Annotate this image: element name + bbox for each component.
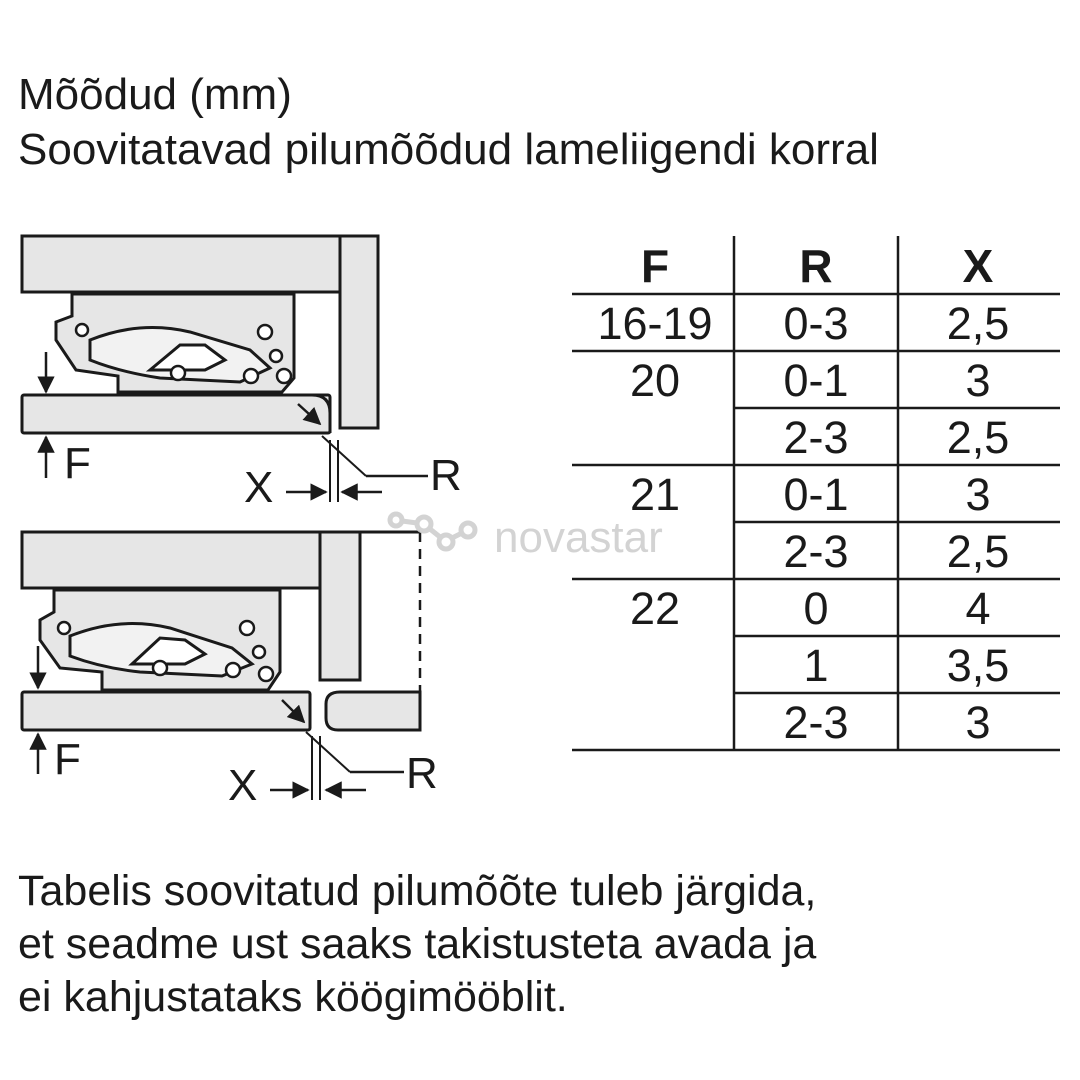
page-subtitle: Soovitatavad pilumõõdud lameliigendi korral [18, 125, 879, 174]
table-cell-r: 0-1 [783, 355, 849, 406]
table-cell-r: 2-3 [783, 412, 849, 463]
table-row [783, 412, 1009, 463]
table-row [630, 583, 991, 634]
note-line-1: Tabelis soovitatud pilumõõte tuleb järgida, [18, 867, 817, 915]
watermark-text: novastar [494, 513, 663, 562]
table-header-row [641, 240, 994, 292]
table-cell-x: 2,5 [946, 526, 1010, 577]
hinge-diagram-top [22, 236, 378, 433]
table-row [803, 640, 1009, 691]
cabinet-top-panel [22, 236, 340, 292]
table-cell-x: 3 [965, 697, 991, 748]
adjacent-door [326, 692, 420, 730]
table-row [597, 298, 1009, 349]
column-header-x: X [962, 240, 994, 292]
hinge-diagram-bottom [22, 532, 420, 730]
table-cell-r: 0-1 [783, 469, 849, 520]
gap-table [572, 236, 1060, 750]
table-cell-r: 0-3 [783, 298, 849, 349]
note-line-3: ei kahjustataks köögimööblit. [18, 973, 568, 1021]
table-cell-x: 3,5 [946, 640, 1010, 691]
table-cell-x: 2,5 [946, 412, 1010, 463]
table-cell-r: 1 [803, 640, 829, 691]
label-f-top: F [64, 439, 91, 488]
table-cell-f: 20 [629, 355, 681, 406]
table-cell-r: 2-3 [783, 697, 849, 748]
table-row [783, 697, 990, 748]
table-cell-r: 2-3 [783, 526, 849, 577]
table-cell-x: 2,5 [946, 298, 1010, 349]
label-f-bottom: F [54, 735, 81, 784]
table-row [630, 355, 991, 406]
side-wall [340, 236, 378, 428]
table-cell-x: 3 [965, 355, 991, 406]
side-wall [320, 532, 360, 680]
label-r-bottom: R [406, 749, 438, 798]
table-row [630, 469, 991, 520]
label-x-top: X [244, 463, 274, 512]
label-x-bottom: X [228, 761, 258, 810]
column-header-r: R [799, 240, 833, 292]
door-panel [22, 395, 330, 433]
table-cell-f: 22 [629, 583, 681, 634]
door-panel [22, 692, 310, 730]
column-header-f: F [640, 240, 670, 292]
table-row [783, 526, 1009, 577]
table-cell-x: 4 [965, 583, 991, 634]
table-cell-x: 3 [965, 469, 991, 520]
cabinet-top-panel [22, 532, 320, 588]
label-r-top: R [430, 451, 462, 500]
page-title: Mõõdud (mm) [18, 70, 292, 119]
table-cell-f: 16-19 [597, 298, 713, 349]
watermark [390, 513, 663, 562]
table-cell-f: 21 [629, 469, 681, 520]
note-line-2: et seadme ust saaks takistusteta avada ja [18, 920, 817, 968]
table-cell-r: 0 [803, 583, 829, 634]
